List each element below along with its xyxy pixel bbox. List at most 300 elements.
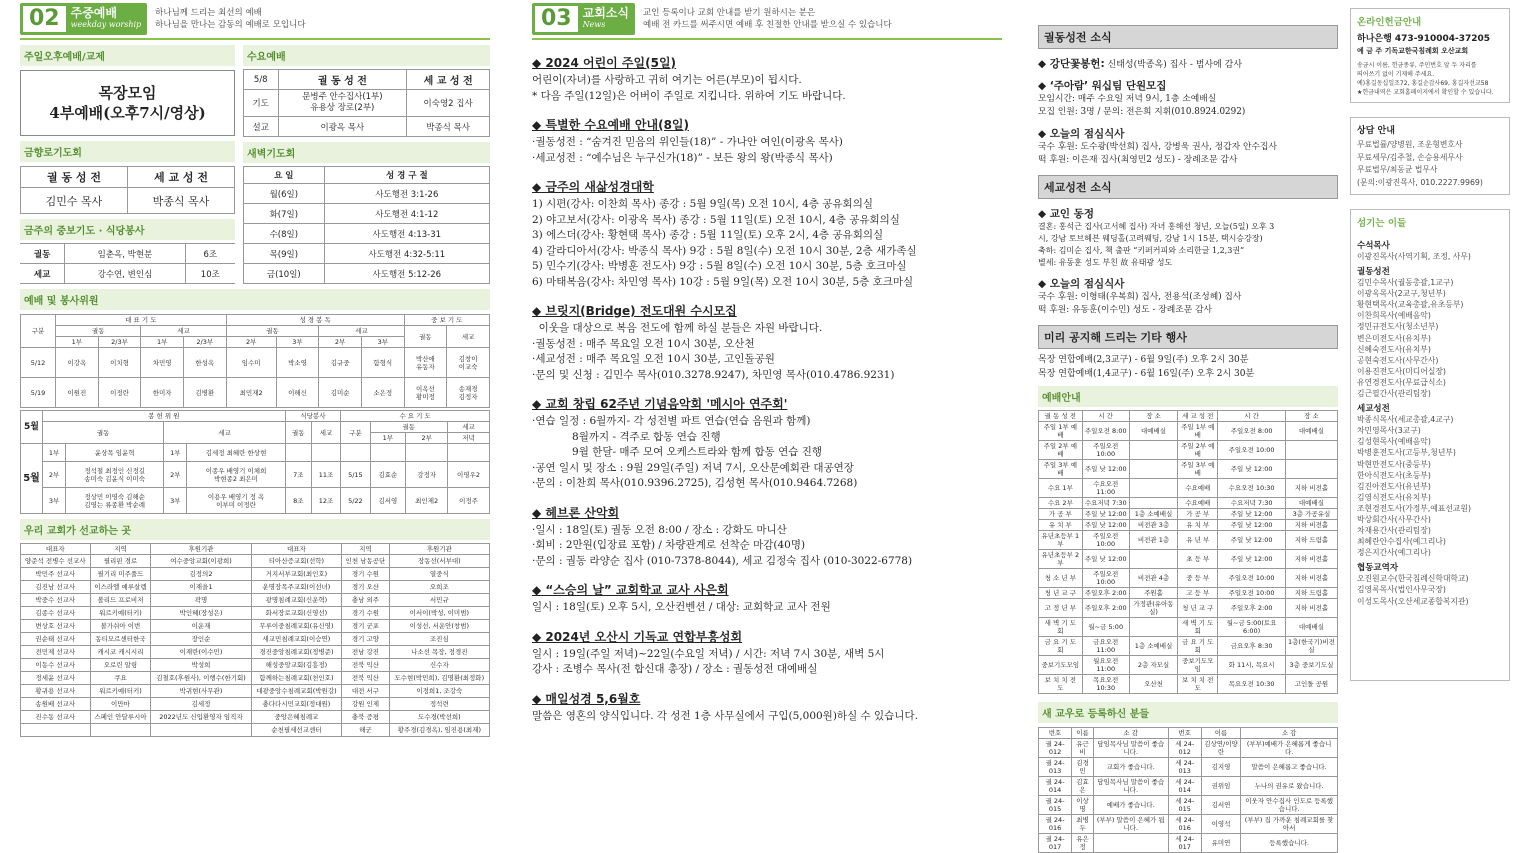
cell: 궐 24-017 [1039,834,1072,853]
cell: 인천 남동공단 [342,555,389,568]
table-row [244,224,490,244]
cell: 시 간 [1082,411,1129,422]
cell: (부부) 말씀이 은혜가 됩니다. [1093,815,1168,834]
cell: 이름 [1072,728,1094,739]
cell: 유 년 부 [1178,531,1218,550]
page-number: 02 [23,6,66,32]
segyo-item [1038,276,1338,317]
cell: 주일 낮 12:00 [1218,520,1286,531]
cell: 궐동 [404,326,447,348]
cell: 한성옥 [183,348,226,378]
offering-holder: 예 금 주 기독교한국침례회 오산교회 [1357,47,1469,55]
dawn-header-2: 성 경 구 절 [324,167,489,184]
gwoldong-item [1038,126,1338,167]
table-row [1039,675,1338,694]
cell: 함형식 [361,348,404,378]
cell: 주일오전 10:00 [1082,569,1129,588]
cell: 2022년도 신입환영자 임직자 [151,711,251,724]
cell: 주일오전 8:00 [1218,422,1286,441]
table-row [1039,531,1338,550]
news-item [532,116,1002,166]
cell: 2부 [406,433,448,444]
cell: 황귀용 선교사 [21,685,91,698]
news-item [532,302,1002,383]
cell [1285,460,1337,479]
cell: 전민제 선교사 [21,646,91,659]
cell: 장 소 [1129,411,1177,422]
cell: 궐 24-015 [1039,796,1072,815]
table-row [21,462,490,488]
cell: 2부 [226,337,276,348]
cell: 수요예배 [1178,498,1218,509]
cell: 이용우 배영기 정 옥 이부미 이정란 [187,488,285,514]
cell: 목(9일) [244,244,325,264]
cell: 세 24-016 [1168,815,1201,834]
cell: 임수미 [226,348,276,378]
cell: 1층 소예배실 [1129,637,1177,656]
cell: 세교 [447,326,490,348]
cell: 차민영 [141,348,184,378]
cell: 세 24-012 [1168,739,1201,758]
staff-list: 김민수목사(궐동총괄,1교구) 이광옥목사(2교구,청년부) 황현택목사(교육총괄,유초등부) 이찬희목사(예배음악) 정민규전도사(청소년부) 변은미전도사(유치부) 신혜숙전도사(유치부) 공현숙전도사(사무간사) 이용진전도사(미디어실장) 유연경전도사(무료급식소) 김근필간사(관리팀장) [1357,278,1464,399]
news-item-body: 일시 : 19일(주일 저녁)~22일(수요일 저녁) / 시간: 저녁 7시 30분, 새벽 5시 강사 : 조병수 목사(전 합신대 총장) / 장소 : 궐동성전 대예배실 [532,647,885,675]
cell: 궐 24-013 [1039,758,1072,777]
cell: 박성희 [151,659,251,672]
cell: 이정란 [98,378,141,408]
cell: 비전관 3층 [1129,520,1177,531]
cell: 유은정 [1072,834,1094,853]
svc-header-intercession: 중 보 기 도 [404,315,489,326]
cell: 박귀현(사무관) [151,685,251,698]
table-row [21,348,490,378]
cell [1129,498,1177,509]
cell: 김효은 [1072,777,1094,796]
cell: 대예배실 [1285,422,1337,441]
cell: 김세정 최혜란 한상현 [187,444,285,462]
gwoldong-item [1038,78,1338,119]
cell: 5/19 [21,378,56,408]
page-03 [532,0,1002,801]
cell: 김세정 [151,698,251,711]
news-item [532,504,1002,570]
cell: 수요저녁 7:30 [1082,498,1129,509]
cell: 등록했습니다. [1241,834,1338,853]
cell: 이재란(이수민) [151,646,251,659]
events-title: 미리 공지해 드리는 기타 행사 [1038,325,1338,349]
cell: 세 교 성 전 [1178,411,1218,422]
news-item-title: ◆ 브릿지(Bridge) 전도대원 수시모집 [532,304,737,318]
item-title: ◆ ‘주아람’ 워십팀 단원모집 [1038,80,1167,92]
table-row [21,620,490,633]
cell: 수요 2부 [1039,498,1083,509]
cell: 1부 [164,444,187,462]
cell: 궐동 [56,326,141,337]
cell: 세교 [448,422,490,433]
cell: 김미순 [319,378,362,408]
cell: 청 소 년 부 [1039,569,1083,588]
cell: 중보기도모임 [1178,656,1218,675]
cell: 보 치 치 전 도 [1039,675,1083,694]
cell: 청 년 교 구 [1178,599,1218,618]
cell: 이름 [1201,728,1241,739]
cell: 이원진 [56,378,99,408]
item-title: ◆ 강단꽃봉헌: [1038,58,1105,70]
page-title-en: weekday worship [70,20,142,29]
cell: 충북 증평 [342,711,389,724]
wed-header-2: 세 교 성 전 [407,70,490,90]
table-row [21,633,490,646]
staff-section-senior: 수석목사 [1357,241,1390,251]
cell: 번호 [1168,728,1201,739]
cell: 권순태 선교사 [21,633,91,646]
cell: 최병두 [1072,815,1094,834]
worship-guide-title: 예배안내 [1038,386,1338,407]
cell: 필기리 미주풀드 [90,568,151,581]
cell: 이성선, 서운안(창범) [389,620,489,633]
cell: 볼리드 프로비저 [90,594,151,607]
cell: 주일 2부 예배 [1178,441,1218,460]
cell: 캐시코 캐시시리 [90,646,151,659]
cell: 월~금 5:00(토요 6:00) [1218,618,1286,637]
cell: 수요오전 10:30 [1218,479,1286,498]
cell: 주일 낮 12:00 [1082,520,1129,531]
cell: 이영석 [1201,815,1241,834]
dawn-header-1: 요 일 [244,167,325,184]
cell: 가 공 부 [1039,509,1083,520]
cell: 담임목사님 말씀이 좋습니다. [1093,739,1168,758]
cell: 세교 [319,326,404,337]
cell: 주일 1부 예배 [1178,422,1218,441]
cell: 청 년 교 구 [1039,588,1083,599]
cell: 지하 비전홀 [1285,520,1337,531]
cell: 주일오후 2:00 [1082,588,1129,599]
wednesday-table [243,69,490,137]
table-row [1039,656,1338,675]
cell: 유년초등부 2부 [1039,550,1083,569]
cell: 8조 [285,488,311,514]
table-row [1039,618,1338,637]
cell: 번호 [1039,728,1072,739]
cell: 중보기도모임 [1039,656,1083,675]
item-title: ◆ 교인 동정 [1038,208,1094,220]
table-row [21,698,490,711]
cell: 주일 1부 예배 [1039,422,1083,441]
cell: 궐 24-014 [1039,777,1072,796]
news-item [532,54,1002,104]
news-item-title: ◆ 매일성경 5,6월호 [532,691,641,706]
cell [1129,618,1177,637]
cell: 궐동 [226,326,319,337]
cell: 오희조 [389,581,489,594]
cell: 담임목사님 말씀이 좋습니다. [1093,777,1168,796]
cell: 새교민침례교회(이승연) [251,633,342,646]
wed-prayer-label: 기도 [244,90,279,117]
consult-body: 무료법률/양병원, 조운형변호사 무료세무/김주철, 손승용세무사 무료법무/최동균 법무사 (문의:이광진목사, 010.2227.9969) [1357,140,1483,187]
news-item-title: ◆ 헤브론 산악회 [532,505,620,520]
cell: 대예배실 [1285,498,1337,509]
cell: 스페인 안달루시아 [90,711,151,724]
cell: 월(6일) [244,184,325,204]
cell: 후원기관 [151,544,251,555]
cell: 이재을1 [151,581,251,594]
cell: 전북 익산 [342,659,389,672]
cell: 박민주 선교사 [21,568,91,581]
table-row [1039,834,1338,853]
cell: 동티모르센터한국 [90,633,151,646]
news-item-title: ◆ 2024년 오산시 기독교 연합부흥성회 [532,629,743,644]
dawn-prayer-table [243,166,490,284]
sunday-box [20,70,235,136]
cell: 2층 자모실 [1129,656,1177,675]
cell: 주일오전 10:00 [1082,441,1129,460]
staff-list: 이광진목사(사역기획, 조정, 사무) [1357,252,1471,261]
table-row [1039,520,1338,531]
table-row [1039,599,1338,618]
news-item-body: 1) 시편(강사: 이찬희 목사) 종강 : 5월 9일(목) 오전 10시, 4층 공유회의실 2) 야고보서(강사: 이광옥 목사) 종강 : 5월 11일(토) 오전 10시, 4층 공유회의실 3) 에스더(강사: 황현택 목사) 종강 : 5월 11일(토) 오후 2시, 4층 공유회의실 4) 갈라디아서(강사: 박종식 목사) 9강 : 5월 8일(수) 오전 10시 30분, 2층 새가족실 5) 민수기(강사: 박병훈 전도사) 9강 : 5월 8일(수) 오전 10시 30분, 5층 호크마실 6) 마태복음(강사: 차민영 목사) 10강 : 5월 9일(목) 오전 10시 30분, 5층 호크마실 [532,198,917,288]
cell: 후원기관 [389,544,489,555]
cell [370,444,406,462]
sunday-box-line1: 목장모임 [98,84,157,102]
cell: 주일 낮 12:00 [1218,531,1286,550]
cell: 진수동 선교사 [21,711,91,724]
cell [1129,441,1177,460]
cell: 지하 드림홀 [1285,531,1337,550]
cell: 순천필세선교센터 [251,724,342,737]
cell: 7조 [285,462,311,488]
cell: 중 등 부 [1178,569,1218,588]
page-02 [20,0,490,801]
cell: 금 요 기 도 회 [1178,637,1218,656]
offering-bank: 하나은행 473-910004-37205 [1357,34,1491,44]
wed-sermon-2: 박종식 목사 [407,117,490,137]
item-body: 국수 후원: 도수광(박선희) 집사, 강병욱 권사, 정갑자 안수집사 떡 후원: 이은재 집사(최영민2 성도) - 장례조문 감사 [1038,142,1277,165]
table-row [1039,758,1338,777]
cell: 쿠요 [90,672,151,685]
cell: 1부 [141,337,184,348]
cell: 세교 [20,264,65,284]
cell: 가정관(유아동실) [1129,599,1177,618]
cell: 1부 [370,433,406,444]
sunday-worship-title: 주일오후예배/교제 [20,45,235,66]
table-row [1039,460,1338,479]
table-row [21,724,490,737]
cell: 궐동 [285,422,311,444]
staff-list: 오진원교수(한국침례신학대학교) 김영록목사(법인사무국장) 이성도목사(오산세교종합복지관) [1357,574,1469,606]
cell: 워르키예(터키) [90,685,151,698]
cell: 오로린 알링 [90,659,151,672]
cell: 송원배 선교사 [21,698,91,711]
cell: 주일 3부 예배 [1039,460,1083,479]
table-row [1039,777,1338,796]
news-list [532,54,1002,724]
cell: 세교 [164,422,285,444]
cell: 최인제2 [406,488,448,514]
consult-box [1350,117,1510,195]
cell: 6조 [185,244,235,264]
cell: 변상호 선교사 [21,620,91,633]
page-subtitle-2: 하나님을 만나는 감동의 예배로 모입니다 [155,20,306,30]
cell: 금 요 기 도 회 [1039,637,1083,656]
table-row [21,555,490,568]
table-row [21,378,490,408]
segyo-news-title: 세교성전 소식 [1038,175,1338,199]
cell: 이종우 배영기 이체희 박현종2 최은미 [187,462,285,488]
cell: 김규중 [319,348,362,378]
cell: 송재경 김정자 [447,378,490,408]
cell: 소 감 [1241,728,1338,739]
cell: 주일 낮 12:00 [1218,550,1286,569]
cell: 주일 낮 12:00 [1082,509,1129,520]
cell: 지역 [342,544,389,555]
cell: 김서영 [370,488,406,514]
cell: 화(7일) [244,204,325,224]
cell: 정석련 [389,698,489,711]
table-row [1039,509,1338,520]
cell: 5/12 [21,348,56,378]
cell: 신수자 [389,659,489,672]
cell: 주일오전 10:00 [1082,531,1129,550]
item-title: ◆ 오늘의 점심식사 [1038,278,1125,290]
cell: 주일오전 10:00 [1218,441,1286,460]
cell: 유근비 [1072,739,1094,758]
cell: 12조 [311,488,340,514]
fri-header-2: 세 교 성 전 [128,167,235,188]
table-row [1039,550,1338,569]
page-03-badge [532,3,635,35]
cell: 5/15 [341,462,370,488]
cell: 김경민 [1072,758,1094,777]
cell: 김서연 [1201,796,1241,815]
cell: 1층(한국기)비전실 [1285,637,1337,656]
cell: 주일오전 8:00 [1082,422,1129,441]
cell: 강정자 [406,462,448,488]
cell: 5월 [21,444,43,514]
service-committee-title: 예배 및 봉사위원 [20,289,490,310]
cell: 해군 [342,724,389,737]
table-row [21,488,490,514]
cell: 이해신 [276,378,319,408]
cell: 이만마 [90,698,151,711]
cell: 고 등 부 [1178,588,1218,599]
table-row [21,646,490,659]
table-row [244,184,490,204]
cell: 유 치 부 [1039,520,1083,531]
cell [285,444,311,462]
cell: 2부 [319,337,362,348]
mission-table [20,543,490,737]
cell: 수(8일) [244,224,325,244]
table-row [21,444,490,462]
news-item-title: ◆ 2024 어린이 주일(5일) [532,56,677,70]
cell: 세 24-015 [1168,796,1201,815]
table-row [1039,422,1338,441]
table-row [21,711,490,724]
page-02-header [20,0,490,38]
divider [532,38,1002,40]
cell: 교회가 좋습니다. [1093,758,1168,777]
cell: 새 벽 기 도 회 [1039,618,1083,637]
page-03-header [532,0,1002,38]
cell: 3부 [43,488,66,514]
cell: 세 24-017 [1168,834,1201,853]
news-item [532,581,1002,616]
cell: 고 정 년 부 [1039,599,1083,618]
cell: 소 감 [1093,728,1168,739]
cell: 주일 3부 예배 [1178,460,1218,479]
fri-cell-1: 김민수 목사 [21,188,128,214]
cell: 3부 [164,488,187,514]
news-item-title: ◆ 금주의 새삶성경대학 [532,180,654,194]
item-body: 모임시간: 매주 수요일 저녁 9시, 1층 소예배실 모집 인원: 3명 / 문의: 전은희 지휘(010.8924.0292) [1038,94,1246,117]
cell: 5/22 [341,488,370,514]
cell: 볼가쉬아 이번 [90,620,151,633]
table-row [1039,498,1338,509]
cell: 사도행전 4:13-31 [324,224,489,244]
cell [1129,460,1177,479]
page-title: 주중예배 [70,6,117,20]
cell: 열중식 [389,568,489,581]
cell: 세교 [311,422,340,444]
cell: 금(10일) [244,264,325,284]
item-body: 결혼: 홍석근 집사(고서혜 집사) 자녀 홍해선 청년, 오늘(5일) 오후 3 시, 강남 토브헤븐 웨딩홀(고려웨딩, 강남 1시 15분, 택시승강장) 축하: 김미순 집사, 책 출판 “키퍼커피와 소리한글 1,2,3권” 별세: 유동훈 성도 부친 故 유태광 성도 [1038,222,1275,267]
table-row [1039,588,1338,599]
table-row [1039,569,1338,588]
cell: 사도행전 5:12-26 [324,264,489,284]
cell: 박소영 [276,348,319,378]
vol-header-offering: 봉 헌 위 원 [43,411,286,422]
cell: 유년초등부 1부 [1039,531,1083,550]
cell: 초 등 부 [1178,550,1218,569]
cell: 화 11시, 목요시 [1218,656,1286,675]
cell: 이정희1, 조강숙 [389,685,489,698]
cell: 주일 낮 12:00 [1218,460,1286,479]
cell: 궐동 [20,244,65,264]
cell: 궐 24-016 [1039,815,1072,834]
offering-title: 온라인헌금안내 [1357,17,1422,28]
events-body: 목장 연합예배(2,3교구) - 6월 9일(주) 오후 2시 30분 목장 연합예배(1,4교구) - 6월 16일(주) 오후 2시 30분 [1038,355,1255,379]
cell: 정상민 이영숙 김해순 김영는 류종환 박순례 [66,488,164,514]
staff-section-cooperating: 협동교역자 [1357,563,1399,574]
worship-guide-table [1038,410,1338,694]
cell [311,444,340,462]
cell: 광명침례교회(신운혁) [251,594,342,607]
cell: 김정의2 [151,568,251,581]
cell: 화서장로교회(신영선) [251,607,342,620]
cell: 김종수 선교사 [21,607,91,620]
service-table [20,314,490,408]
cell: 강원 인제 [342,698,389,711]
cell: 대광중앙수침례교회(박원강) [251,685,342,698]
cell [90,724,151,737]
staff-title: 섬기는 이들 [1357,218,1407,229]
cell: 거지서부교회(최인호) [251,568,342,581]
table-row [244,264,490,284]
table-row [244,204,490,224]
cell [448,444,490,462]
cell: 곽명 [151,594,251,607]
news-item-body: 말씀은 영혼의 양식입니다. 각 성전 1층 사무실에서 구입(5,000원)하실 수 있습니다. [532,709,918,722]
news-item-title: ◆ “스승의 날” 교회학교 교사 사은회 [532,583,729,597]
cell [341,444,370,462]
table-row [1039,815,1338,834]
cell [1093,834,1168,853]
cell: 경기 군포 [342,620,389,633]
cell: 김상연/이양란 [1201,739,1241,758]
cell [1129,550,1177,569]
gwoldong-item [1038,56,1338,71]
cell: 새 벽 기 도 회 [1178,618,1218,637]
cell: 대표자 [251,544,342,555]
